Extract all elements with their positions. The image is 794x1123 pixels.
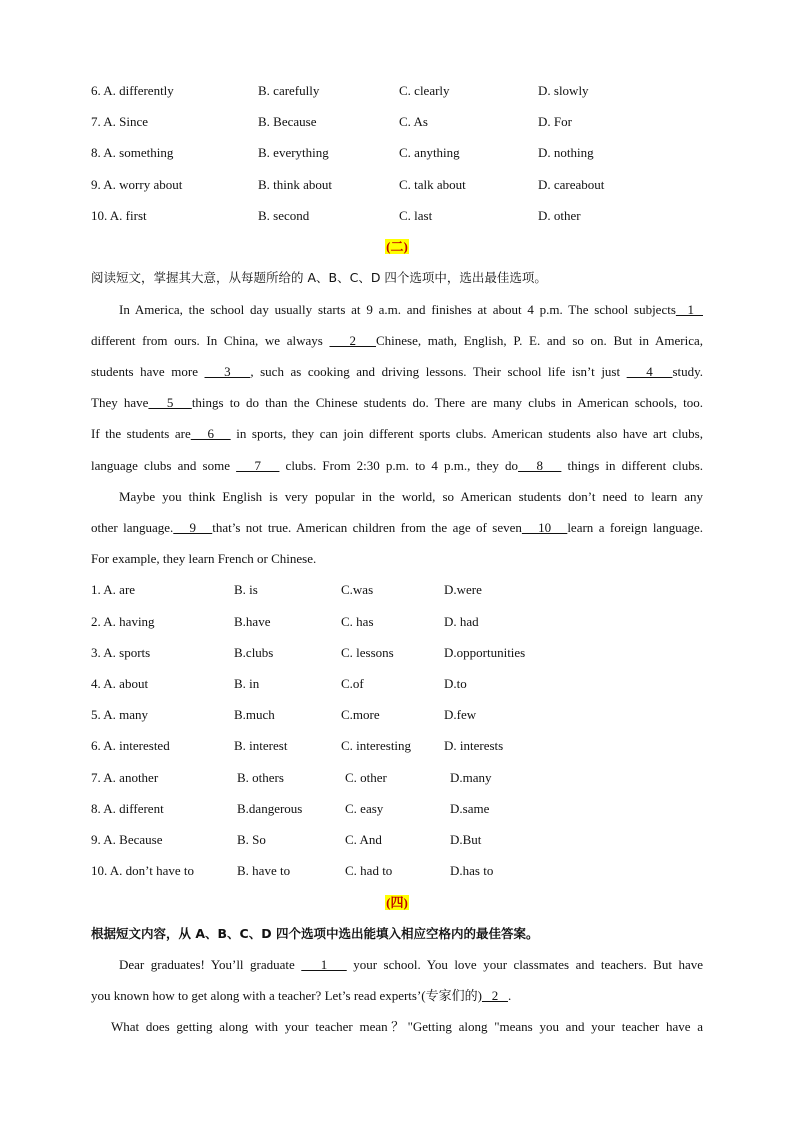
option-n: 6. A. differently: [91, 83, 174, 98]
option-b: B.much: [234, 707, 275, 722]
answer-blank: 1: [675, 302, 703, 317]
question-option-row: [91, 830, 703, 850]
passage-text: What does getting along with your teacher mean？"Getting along "means you and your teacher have a: [111, 1019, 703, 1034]
question-option-row: [91, 175, 703, 195]
option-b: B. interest: [234, 738, 288, 753]
option-d: D.to: [444, 676, 467, 691]
question-option-row: [91, 143, 703, 163]
option-n: 6. A. interested: [91, 738, 170, 753]
option-c: C. As: [399, 114, 428, 130]
option-d: D.few: [444, 707, 477, 722]
passage-text: For example, they learn French or Chinese.: [91, 551, 317, 566]
option-b: B. others: [237, 770, 284, 785]
answer-blank: 7: [236, 458, 280, 473]
section-heading-label: (二): [386, 239, 408, 254]
question-option-row: [91, 612, 703, 632]
option-c: C. talk about: [399, 176, 466, 192]
answer-blank: 3: [204, 364, 251, 379]
passage-line: [91, 549, 703, 569]
option-c: C. last: [399, 207, 433, 223]
option-c: C.was: [341, 582, 374, 597]
option-b: B. Because: [258, 114, 317, 130]
option-d: D. had: [444, 614, 479, 629]
passage-text: If the students are: [91, 426, 191, 441]
answer-blank: 4: [626, 364, 673, 379]
option-n: 4. A. about: [91, 676, 149, 691]
option-d: D.many: [450, 770, 492, 785]
question-option-row: [91, 674, 703, 694]
answer-blank: 6: [190, 426, 231, 441]
passage-line: [91, 518, 703, 538]
passage-text: Maybe you think English is very popular in the world, so American students don’t need to learn any: [119, 489, 703, 504]
option-d: D.But: [450, 832, 482, 847]
question-option-row: [91, 736, 703, 756]
answer-blank: 8: [518, 458, 562, 473]
option-c: C. has: [341, 614, 374, 629]
passage-line: [91, 986, 703, 1006]
option-c: C. clearly: [399, 83, 450, 98]
passage-line: [91, 362, 703, 382]
passage-text: , such as cooking and driving lessons. Their school life isn’t just: [250, 364, 627, 379]
option-c: C. other: [345, 770, 387, 785]
option-b: B. carefully: [258, 83, 320, 98]
passage-line: [91, 955, 703, 975]
option-c: C. And: [345, 832, 382, 847]
passage-text: language clubs and some: [91, 458, 237, 473]
answer-blank: 10: [521, 520, 568, 535]
passage-text: Dear graduates! You’ll graduate: [119, 957, 302, 972]
option-n: 8. A. different: [91, 801, 164, 816]
passage-text: in sports, they can join different sports clubs. American students also have art clubs,: [230, 426, 703, 441]
option-b: B. second: [258, 207, 310, 223]
passage-text: They have: [91, 395, 149, 410]
question-option-row: [91, 861, 703, 881]
option-d: D. other: [538, 207, 581, 223]
option-n: 2. A. having: [91, 614, 155, 629]
answer-blank: 2: [329, 333, 376, 348]
passage-text: .: [507, 988, 512, 1003]
section-heading-label: (四): [386, 895, 408, 910]
option-n: 9. A. worry about: [91, 176, 183, 192]
passage-text: different from ours. In China, we always: [91, 333, 330, 348]
passage-text: study.: [672, 364, 704, 379]
option-b: B. everything: [258, 145, 329, 161]
question-option-row: [91, 206, 703, 226]
passage-text: Chinese, math, English, P. E. and so on. But in America,: [375, 333, 703, 348]
option-d: D. interests: [444, 738, 504, 753]
option-c: C. interesting: [341, 738, 412, 753]
passage-line: [91, 331, 703, 351]
option-c: C.of: [341, 676, 364, 691]
section-heading: [91, 237, 703, 257]
passage-line: [91, 456, 703, 476]
question-option-row: [91, 799, 703, 819]
question-option-row: [91, 643, 703, 663]
answer-blank: 1: [301, 957, 347, 972]
option-d: D.opportunities: [444, 645, 526, 660]
option-c: C. easy: [345, 801, 384, 816]
option-d: D.has to: [450, 863, 494, 878]
option-c: C. had to: [345, 863, 393, 878]
option-b: B. have to: [237, 863, 291, 878]
question-option-row: [91, 81, 703, 101]
answer-blank: 5: [148, 395, 192, 410]
question-option-row: [91, 112, 703, 132]
option-d: D.were: [444, 582, 482, 597]
option-n: 9. A. Because: [91, 832, 163, 847]
option-n: 10. A. don’t have to: [91, 863, 195, 878]
option-n: 8. A. something: [91, 145, 174, 161]
option-n: 10. A. first: [91, 207, 147, 223]
option-n: 1. A. are: [91, 582, 136, 597]
option-b: B.have: [234, 614, 271, 629]
option-b: B.clubs: [234, 645, 274, 660]
option-c: C. lessons: [341, 645, 394, 660]
option-d: D. nothing: [538, 145, 594, 161]
option-d: D. slowly: [538, 83, 589, 98]
question-option-row: [91, 580, 703, 600]
option-b: B. in: [234, 676, 260, 691]
option-b: B.dangerous: [237, 801, 303, 816]
question-option-row: [91, 705, 703, 725]
passage-text: things to do than the Chinese students do. There are many clubs in American schools, too.: [191, 395, 703, 410]
option-b: B. is: [234, 582, 258, 597]
passage-text: other language.: [91, 520, 174, 535]
passage-text: In America, the school day usually starts at 9 a.m. and finishes at about 4 p.m. The school subjects: [119, 302, 676, 317]
answer-blank: 9: [173, 520, 213, 535]
option-d: D. For: [538, 114, 572, 130]
option-c: C.more: [341, 707, 380, 722]
option-n: 5. A. many: [91, 707, 149, 722]
option-b: B. think about: [258, 176, 333, 192]
passage-line: [91, 1017, 703, 1037]
option-d: D. careabout: [538, 176, 605, 192]
passage-text: things in different clubs.: [561, 458, 704, 473]
passage-text: that’s not true. American children from the age of seven: [212, 520, 522, 535]
section-heading: [91, 893, 703, 913]
passage-text: your school. You love your classmates and teachers. But have: [346, 957, 703, 972]
option-n: 3. A. sports: [91, 645, 151, 660]
option-d: D.same: [450, 801, 490, 816]
option-n: 7. A. another: [91, 770, 159, 785]
passage-text: students have more: [91, 364, 205, 379]
passage-line: [91, 487, 703, 507]
passage-text: you known how to get along with a teacher? Let’s read experts’(专家们的): [91, 988, 482, 1003]
option-n: 7. A. Since: [91, 114, 149, 130]
passage-text: learn a foreign language.: [567, 520, 703, 535]
section-instruction: 阅读短文，掌握其大意，从每题所给的 A、B、C、D 四个选项中，选出最佳选项。: [91, 270, 547, 285]
option-b: B. So: [237, 832, 266, 847]
passage-line: [91, 300, 703, 320]
option-c: C. anything: [399, 145, 460, 161]
section-instruction: 根据短文内容，从 A、B、C、D 四个选项中选出能填入相应空格内的最佳答案。: [91, 926, 539, 941]
passage-line: [91, 393, 703, 413]
passage-text: clubs. From 2:30 p.m. to 4 p.m., they do: [279, 458, 519, 473]
passage-line: [91, 424, 703, 444]
answer-blank: 2: [481, 988, 508, 1003]
question-option-row: [91, 768, 703, 788]
